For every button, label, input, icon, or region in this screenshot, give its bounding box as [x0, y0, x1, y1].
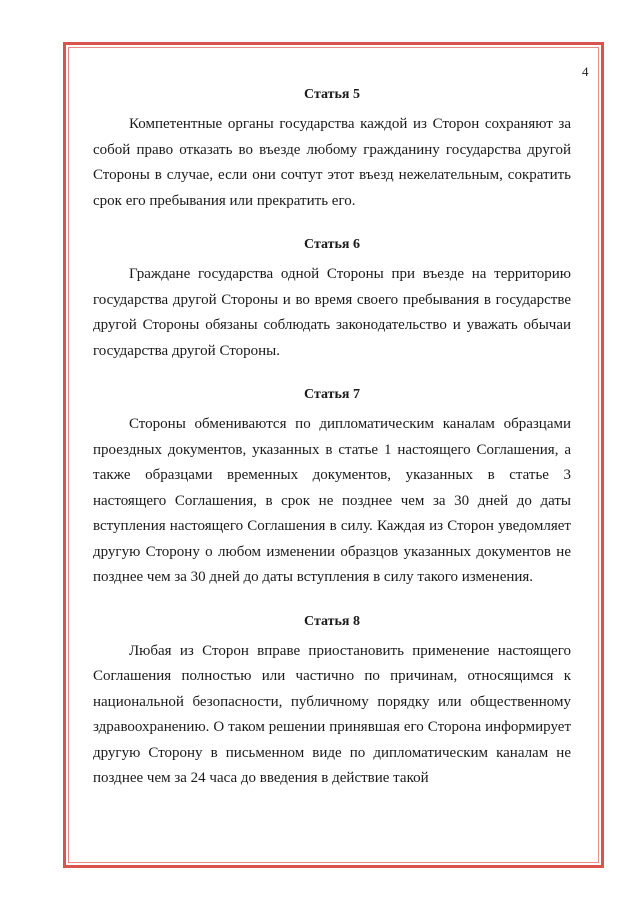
article-6: [93, 236, 571, 364]
document-body: [93, 86, 571, 792]
article-text: Любая из Сторон вправе приостановить применение настоящего Соглашения полностью или частично по причинам, относящимся к национальной безопасности, публичному порядку или общественному здравоохранению. О таком решении принявшая его Сторона информирует другую Сторону в письменном виде по дипломатическим каналам не позднее чем за 24 часа до введения в действие такой: [93, 642, 571, 786]
article-7: [93, 386, 571, 591]
article-text: Граждане государства одной Стороны при въезде на территорию государства другой Стороны и во время своего пребывания в государстве другой Стороны обязаны соблюдать законодательство и уважать обычаи государства другой Стороны.: [93, 266, 571, 359]
article-text: Компетентные органы государства каждой из Сторон сохраняют за собой право отказать во въезде любому гражданину государства другой Стороны в случае, если они сочтут этот въезд нежелательным, сократить срок его пребывания или прекратить его.: [93, 116, 571, 209]
article-5: [93, 86, 571, 214]
article-heading: Статья 5: [304, 87, 360, 102]
article-8: [93, 613, 571, 792]
article-heading: Статья 6: [304, 237, 360, 252]
article-text: Стороны обмениваются по дипломатическим каналам образцами проездных документов, указанных в статье 1 настоящего Соглашения, а также образцами временных документов, указанных в статье 3 настоящего Соглашения, в срок не позднее чем за 30 дней до даты вступления настоящего Соглашения в силу. Каждая из Сторон уведомляет другую Сторону о любом изменении образцов указанных документов не позднее чем за 30 дней до даты вступления в силу такого изменения.: [93, 416, 571, 585]
page-number: 4: [582, 64, 589, 79]
article-heading: Статья 8: [304, 613, 360, 629]
article-heading: Статья 7: [304, 387, 360, 402]
